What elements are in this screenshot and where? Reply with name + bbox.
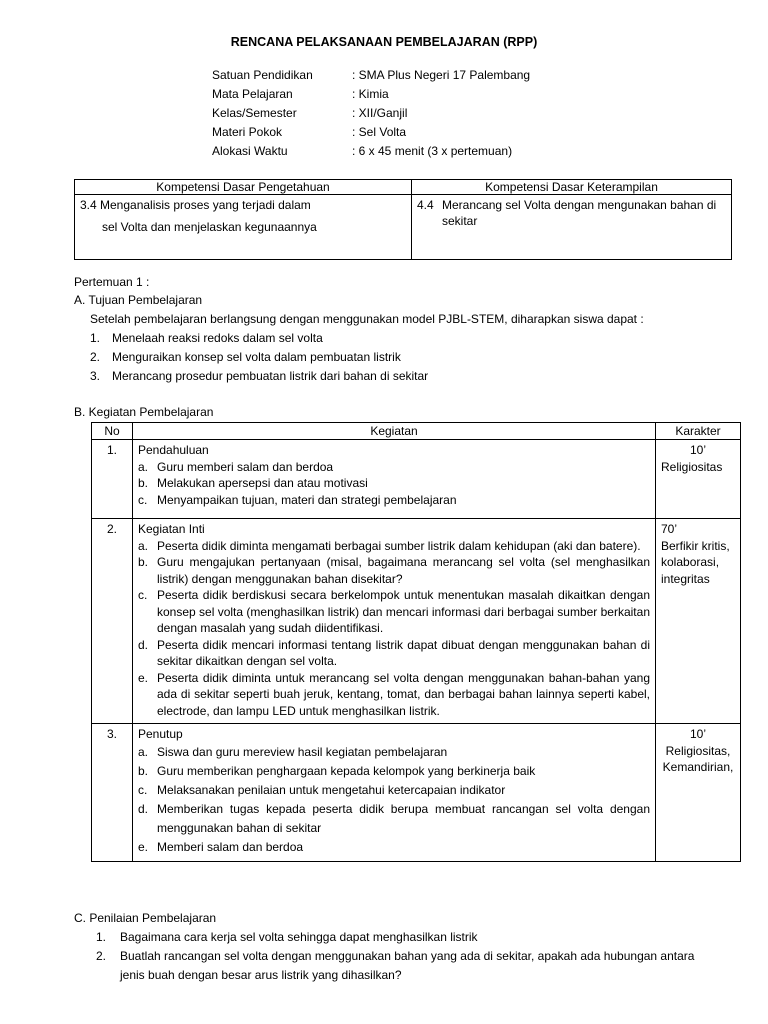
activity-list	[138, 459, 650, 509]
list-item	[138, 492, 650, 509]
item-letter: b.	[138, 555, 149, 569]
item-letter: a.	[138, 744, 149, 759]
tujuan-section	[74, 291, 644, 386]
item-text: Peserta didik berdiskusi secara berkelompok untuk menentukan masalah dikaitkan dengan konsep sel volta (menghasilkan listrik) dan mencari informasi dari berbagai sumber berkaitan dengan masalah yang sudah diidentifikasi.	[157, 588, 650, 635]
row-character: Berfikir kritis, kolaborasi, integritas	[661, 538, 730, 586]
meta-label: Alokasi Waktu	[212, 144, 288, 158]
list-item	[138, 587, 650, 637]
document-title: RENCANA PELAKSANAAN PEMBELAJARAN (RPP)	[230, 35, 538, 49]
item-letter: c.	[138, 492, 148, 507]
row-number: 3.	[92, 724, 133, 862]
col-kegiatan-header: Kegiatan	[133, 423, 656, 440]
item-letter: b.	[138, 763, 149, 778]
list-item	[74, 329, 644, 348]
kd-pengetahuan-cell	[75, 195, 412, 260]
identity-block	[212, 66, 530, 161]
row-time: 10’	[689, 727, 706, 741]
kd-keterampilan-cell	[412, 195, 732, 260]
meta-value: : Kimia	[352, 87, 389, 101]
row-title: Pendahuluan	[138, 443, 209, 457]
item-number: 1.	[96, 930, 107, 944]
row-title: Penutup	[138, 727, 183, 741]
item-text: Melakukan apersepsi dan atau motivasi	[157, 476, 368, 490]
tujuan-list	[74, 329, 644, 386]
tujuan-heading: A. Tujuan Pembelajaran	[74, 293, 203, 307]
list-item	[138, 800, 650, 838]
item-letter: b.	[138, 476, 149, 490]
row-activity	[133, 440, 656, 519]
item-letter: e.	[138, 670, 149, 685]
meta-row	[212, 85, 530, 104]
list-item	[138, 554, 650, 587]
list-item	[138, 838, 650, 857]
item-text: Peserta didik mencari informasi tentang listrik dapat dibuat dengan menggunakan bahan di sekitar dikaitkan dengan sel volta.	[157, 637, 650, 668]
kompetensi-dasar-table	[74, 179, 732, 260]
meta-value: : SMA Plus Negeri 17 Palembang	[352, 68, 531, 82]
item-letter: d.	[138, 801, 149, 816]
item-text: Peserta didik diminta mengamati berbagai sumber listrik dalam kehidupan (aki dan batere).	[157, 538, 641, 553]
row-activity	[133, 724, 656, 862]
row-number: 1.	[92, 440, 133, 519]
kd-pengetahuan-line2: sel Volta dan menjelaskan kegunaannya	[102, 220, 317, 234]
list-item	[138, 459, 650, 476]
list-item	[74, 348, 644, 367]
item-text: Memberi salam dan berdoa	[157, 839, 304, 854]
tujuan-intro: Setelah pembelajaran berlangsung dengan menggunakan model PJBL-STEM, diharapkan siswa dapat :	[90, 312, 644, 326]
item-number: 1.	[90, 331, 101, 345]
list-item	[138, 743, 650, 762]
row-number: 2.	[92, 519, 133, 724]
table-row	[92, 724, 741, 862]
kd-keterampilan-number: 4.4	[417, 198, 434, 212]
item-number: 2.	[90, 350, 101, 364]
meta-row	[212, 123, 530, 142]
pertemuan-label: Pertemuan 1 :	[74, 275, 150, 289]
list-item	[138, 781, 650, 800]
kd-keterampilan-text: Merancang sel Volta dengan mengunakan bahan di sekitar	[442, 198, 717, 228]
list-item	[74, 947, 696, 985]
item-text: Merancang prosedur pembuatan listrik dari bahan di sekitar	[112, 369, 429, 383]
meta-value: : Sel Volta	[352, 125, 407, 139]
kegiatan-table	[91, 422, 741, 862]
row-title: Kegiatan Inti	[138, 522, 205, 536]
item-letter: e.	[138, 839, 149, 854]
item-letter: a.	[138, 459, 149, 474]
list-item	[138, 670, 650, 720]
item-text: Guru memberi salam dan berdoa	[157, 459, 334, 474]
item-text: Bagaimana cara kerja sel volta sehingga dapat menghasilkan listrik	[120, 930, 478, 944]
list-item	[138, 762, 650, 781]
item-text: Memberikan tugas kepada peserta didik berupa membuat rancangan sel volta dengan menggunakan bahan di sekitar	[157, 801, 650, 835]
item-text: Siswa dan guru mereview hasil kegiatan pembelajaran	[157, 744, 448, 759]
meta-label: Materi Pokok	[212, 125, 283, 139]
col-karakter-header: Karakter	[656, 423, 741, 440]
row-character: Religiositas	[661, 459, 723, 474]
meta-value: : XII/Ganjil	[352, 106, 408, 120]
row-time: 70’	[661, 522, 678, 536]
row-activity	[133, 519, 656, 724]
item-number: 3.	[90, 369, 101, 383]
meta-label: Satuan Pendidikan	[212, 68, 313, 82]
table-row	[92, 440, 741, 519]
row-karakter	[656, 440, 741, 519]
col-no-header: No	[92, 423, 133, 440]
penilaian-section	[74, 909, 696, 985]
meta-row	[212, 66, 530, 85]
kd-pengetahuan-line1: 3.4 Menganalisis proses yang terjadi dalam	[80, 198, 311, 212]
table-row	[92, 519, 741, 724]
item-text: Menyampaikan tujuan, materi dan strategi pembelajaran	[157, 492, 457, 507]
meta-label: Mata Pelajaran	[212, 87, 293, 101]
item-letter: d.	[138, 637, 149, 652]
row-character: Religiositas, Kemandirian,	[662, 743, 734, 774]
item-number: 2.	[96, 949, 107, 963]
meta-value: : 6 x 45 menit (3 x pertemuan)	[352, 144, 513, 158]
meta-label: Kelas/Semester	[212, 106, 297, 120]
item-text: Guru mengajukan pertanyaan (misal, bagaimana merancang sel volta (sel menghasilkan listrik) dengan menggunakan bahan disekitar?	[157, 555, 650, 586]
penilaian-heading: C. Penilaian Pembelajaran	[74, 911, 217, 925]
item-text: Menelaah reaksi redoks dalam sel volta	[112, 331, 323, 345]
list-item	[138, 538, 650, 555]
kegiatan-heading: B. Kegiatan Pembelajaran	[74, 405, 214, 419]
item-text: Peserta didik diminta untuk merancang sel volta dengan menggunakan bahan-bahan yang ada di sekitar seperti buah jeruk, kentang, tomat, dan berbagai bahan lainnya seperti kabel, electrode, dan lampu LED untuk menghasilkan listrik.	[157, 670, 650, 718]
list-item	[138, 475, 650, 492]
meta-row	[212, 104, 530, 123]
row-karakter	[656, 519, 741, 724]
item-letter: c.	[138, 588, 148, 602]
kd-pengetahuan-header: Kompetensi Dasar Pengetahuan	[75, 180, 412, 195]
item-text: Guru memberikan penghargaan kepada kelompok yang berkinerja baik	[157, 763, 536, 778]
item-letter: c.	[138, 782, 148, 797]
list-item	[138, 637, 650, 670]
row-karakter	[656, 724, 741, 862]
item-text: Menguraikan konsep sel volta dalam pembuatan listrik	[112, 350, 401, 364]
activity-list	[138, 538, 650, 720]
item-text: Buatlah rancangan sel volta dengan menggunakan bahan yang ada di sekitar, apakah ada hubungan antara jenis buah dengan besar arus listrik yang dihasilkan?	[120, 949, 695, 982]
row-time: 10’	[689, 443, 706, 457]
list-item	[74, 928, 696, 947]
item-letter: a.	[138, 538, 149, 553]
kd-keterampilan-header: Kompetensi Dasar Keterampilan	[412, 180, 732, 195]
item-text: Melaksanakan penilaian untuk mengetahui ketercapaian indikator	[157, 782, 506, 797]
meta-row	[212, 142, 530, 161]
activity-list	[138, 743, 650, 857]
list-item	[74, 367, 644, 386]
penilaian-list	[74, 928, 696, 985]
